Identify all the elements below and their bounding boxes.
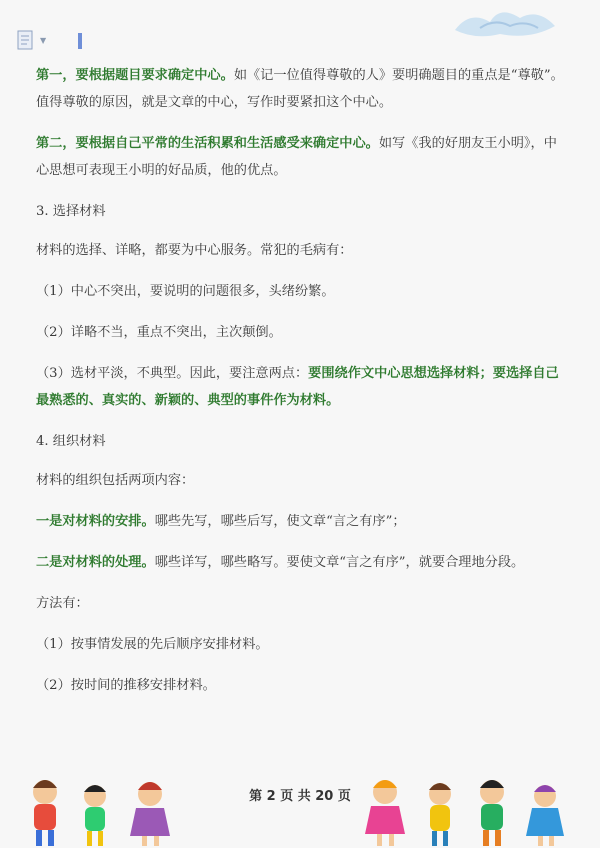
paragraph-2: 第二，要根据自己平常的生活积累和生活感受来确定中心。如写《我的好朋友王小明》，中心思想可表现王小明的好品质，他的优点。 xyxy=(36,136,557,178)
methods-label: 方法有： xyxy=(36,596,89,611)
section-3-intro: 材料的选择、详略，都要为中心服务。常犯的毛病有： xyxy=(36,243,353,258)
text-cursor-marker xyxy=(78,33,82,49)
section-3-item-2: （2）详略不当，重点不突出，主次颠倒。 xyxy=(36,325,282,340)
children-border-decoration xyxy=(0,760,600,848)
document-body xyxy=(36,62,568,709)
section-3-item-3: （3）选材平淡，不典型。因此，要注意两点：要围绕作文中心思想选择材料；要选择自己最熟悉的、真实的、新颖的、典型的事件作为材料。 xyxy=(36,366,559,408)
section-4-heading: 4. 组织材料 xyxy=(36,434,106,449)
method-1: （1）按事情发展的先后顺序安排材料。 xyxy=(36,637,269,652)
page-number-footer: 第 2 页 共 20 页 xyxy=(249,789,351,804)
section-4-point-2: 二是对材料的处理。哪些详写，哪些略写。要使文章“言之有序”，就要合理地分段。 xyxy=(36,555,525,570)
section-3-item-1: （1）中心不突出，要说明的问题很多，头绪纷繁。 xyxy=(36,284,335,299)
method-2: （2）按时间的推移安排材料。 xyxy=(36,678,216,693)
document-icon[interactable] xyxy=(16,30,38,50)
section-4-intro: 材料的组织包括两项内容： xyxy=(36,473,195,488)
section-3-heading: 3. 选择材料 xyxy=(36,204,106,219)
section-4-point-1: 一是对材料的安排。哪些先写，哪些后写，使文章“言之有序”； xyxy=(36,514,406,529)
dropdown-caret-icon[interactable]: ▼ xyxy=(40,36,47,45)
paragraph-1: 第一，要根据题目要求确定中心。如《记一位值得尊敬的人》要明确题目的重点是“尊敬”。值得尊敬的原因，就是文章的中心，写作时要紧扣这个中心。 xyxy=(36,68,564,110)
cloud-decoration xyxy=(450,0,560,40)
